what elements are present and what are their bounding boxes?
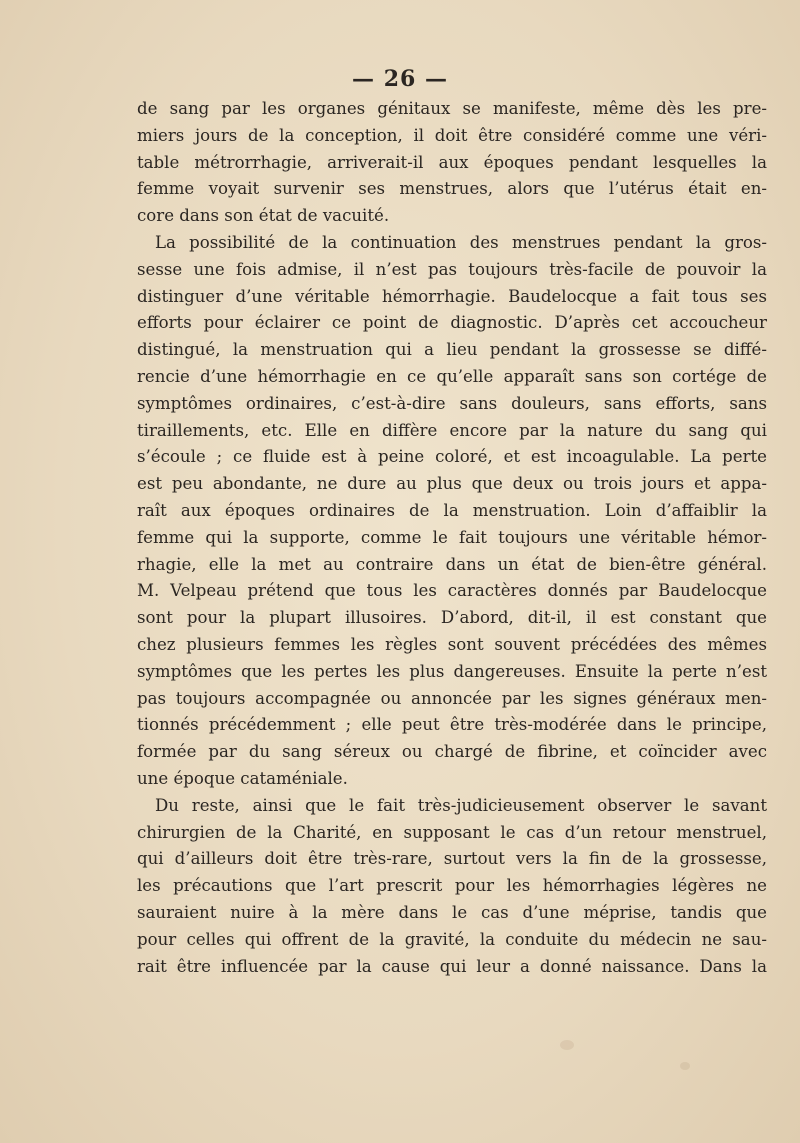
- text-line: chez plusieurs femmes les règles sont souvent précédées des mêmes: [137, 634, 767, 654]
- text-line: les précautions que l’art prescrit pour les hémorrhagies légères ne: [137, 876, 767, 896]
- body-text: [137, 96, 767, 980]
- text-line: tionnés précédemment ; elle peut être très-modérée dans le principe,: [137, 715, 767, 735]
- text-line: femme voyait survenir ses menstrues, alors que l’utérus était en-: [137, 179, 767, 199]
- text-line: M. Velpeau prétend que tous les caractères donnés par Baudelocque: [137, 581, 767, 601]
- page-number: — 26 —: [352, 66, 448, 92]
- text-line: distingué, la menstruation qui a lieu pendant la grossesse se diffé-: [137, 340, 767, 360]
- text-line: core dans son état de vacuité.: [137, 206, 390, 226]
- text-line: pas toujours accompagnée ou annoncée par les signes généraux men-: [137, 688, 767, 708]
- text-line: rait être influencée par la cause qui leur a donné naissance. Dans la: [137, 956, 767, 976]
- text-line: est peu abondante, ne dure au plus que deux ou trois jours et appa-: [137, 474, 767, 494]
- text-line: chirurgien de la Charité, en supposant le cas d’un retour menstruel,: [137, 822, 767, 842]
- text-line: s’écoule ; ce fluide est à peine coloré, et est incoagulable. La perte: [137, 447, 767, 467]
- text-line: distinguer d’une véritable hémorrhagie. Baudelocque a fait tous ses: [137, 286, 767, 306]
- text-line: symptômes ordinaires, c’est-à-dire sans douleurs, sans efforts, sans: [137, 393, 767, 413]
- text-line: raît aux époques ordinaires de la menstruation. Loin d’affaiblir la: [137, 500, 767, 520]
- text-line: sont pour la plupart illusoires. D’abord, dit-il, il est constant que: [137, 608, 767, 628]
- text-line: pour celles qui offrent de la gravité, la conduite du médecin ne sau-: [137, 929, 767, 949]
- text-line: formée par du sang séreux ou chargé de fibrine, et coïncider avec: [137, 742, 767, 762]
- text-line: de sang par les organes génitaux se manifeste, même dès les pre-: [137, 99, 767, 118]
- text-line: femme qui la supporte, comme le fait toujours une véritable hémor-: [137, 527, 767, 547]
- text-line: table métrorrhagie, arriverait-il aux époques pendant lesquelles la: [137, 152, 767, 172]
- text-line: symptômes que les pertes les plus dangereuses. Ensuite la perte n’est: [137, 661, 767, 681]
- text-line: tiraillements, etc. Elle en diffère encore par la nature du sang qui: [137, 420, 767, 440]
- text-line: qui d’ailleurs doit être très-rare, surtout vers la fin de la grossesse,: [137, 849, 767, 869]
- text-line: sesse une fois admise, il n’est pas toujours très-facile de pouvoir la: [137, 259, 767, 279]
- text-line: efforts pour éclairer ce point de diagnostic. D’après cet accoucheur: [137, 313, 767, 333]
- text-line: sauraient nuire à la mère dans le cas d’une méprise, tandis que: [137, 902, 767, 922]
- text-line: Du reste, ainsi que le fait très-judicieusement observer le savant: [155, 795, 767, 815]
- text-line: rhagie, elle la met au contraire dans un état de bien-être général.: [137, 554, 767, 574]
- text-line: une époque cataméniale.: [137, 768, 348, 788]
- paper-stain: [680, 1062, 690, 1070]
- text-line: La possibilité de la continuation des menstrues pendant la gros-: [155, 232, 767, 252]
- text-line: miers jours de la conception, il doit être considéré comme une véri-: [137, 125, 767, 145]
- text-line: rencie d’une hémorrhagie en ce qu’elle apparaît sans son cortége de: [137, 366, 767, 386]
- paper-stain: [560, 1040, 574, 1050]
